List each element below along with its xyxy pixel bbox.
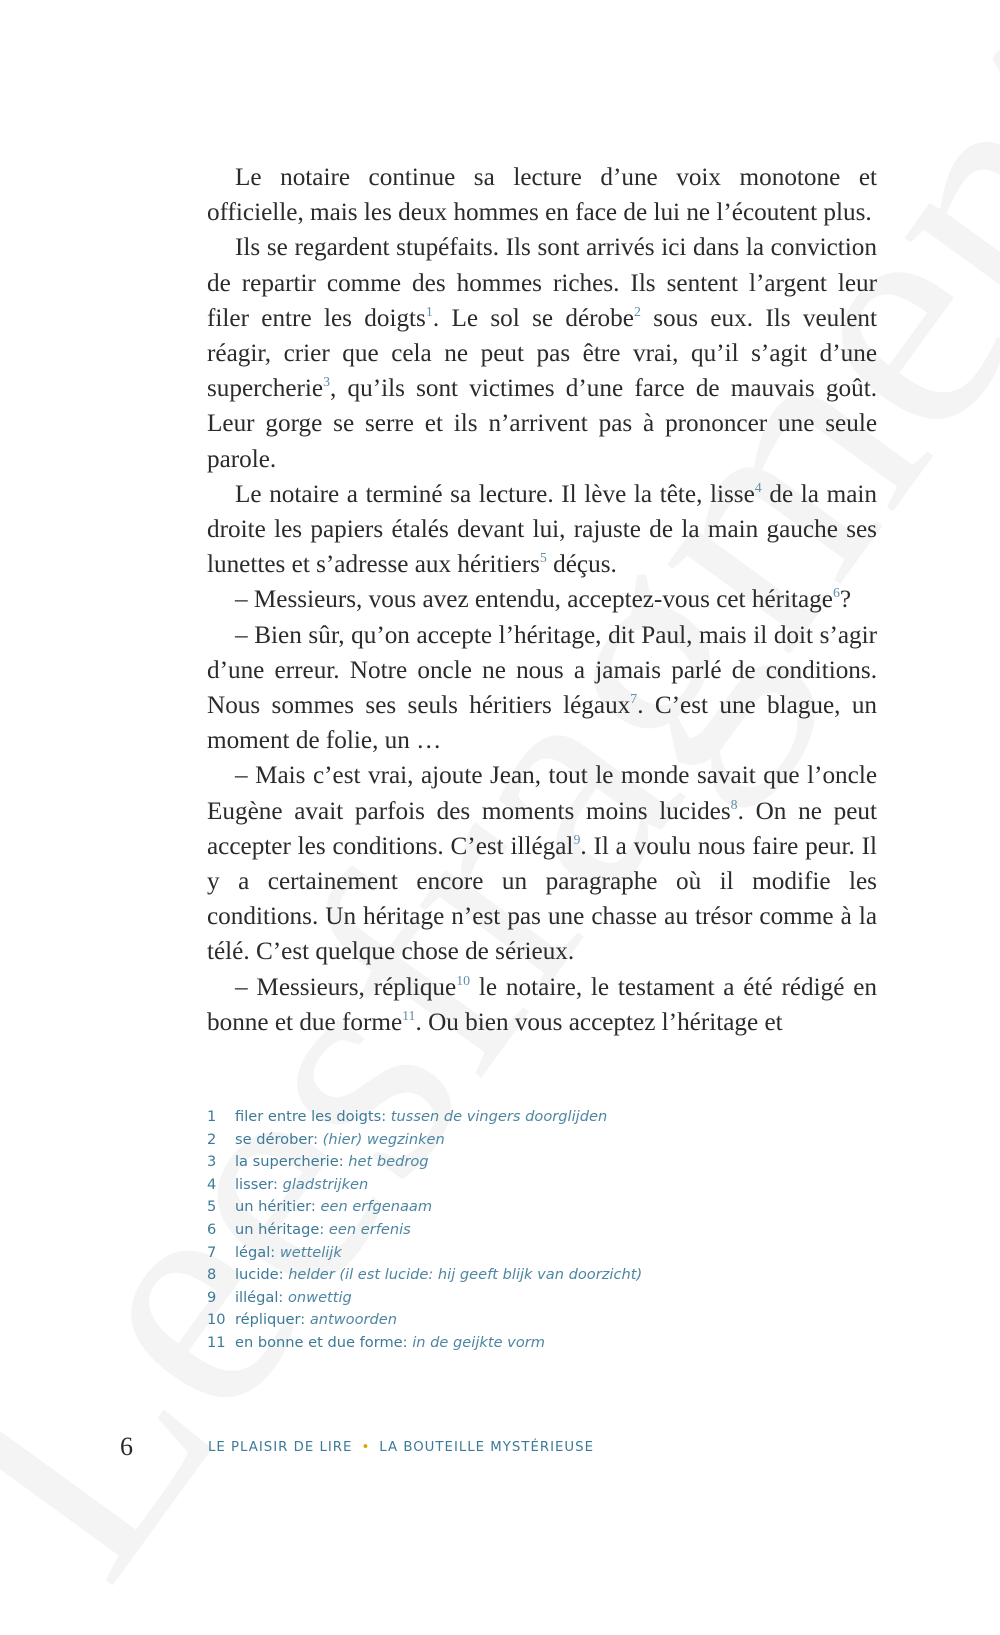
footnote-number: 6 [207,1220,217,1238]
footnote-term: lucide [235,1266,279,1284]
footnote-term: un héritier [235,1198,311,1216]
footer-separator: • [361,1440,371,1455]
footnote-definition: tussen de vingers doorglijden [390,1108,608,1125]
footnote-ref: 8 [730,796,738,812]
paragraph [207,970,877,1040]
footnote-term: filer entre les doigts [235,1108,382,1125]
page-number: 6 [120,1432,133,1461]
footnotes [207,1106,887,1355]
footnote-item: 6 un héritage: een erfenis [207,1219,887,1242]
text-segment: – Mais c’est vrai, ajoute Jean, tout le monde savait que l’oncle Eugène avait parfois des moments moins lucides [207,762,877,825]
footnote-ref: 10 [456,972,471,988]
text-segment: Ils se regardent stupéfaits. Ils sont arrivés ici dans la conviction de repartir comme des hommes riches. Ils sentent l’argent leur filer entre les doigts [207,234,877,332]
footnote-ref: 7 [630,691,638,707]
footnote-item: 3 la supercherie: het bedrog [207,1151,887,1174]
footnote-item: 9 illégal: onwettig [207,1287,887,1310]
body-text [207,160,877,1040]
footnote-item: 7 légal: wettelijk [207,1242,887,1265]
footnote-number: 4 [207,1175,217,1193]
footnote-ref: 4 [754,479,762,495]
footnote-number: 3 [207,1153,217,1171]
footnote-definition: wettelijk [279,1243,342,1261]
footnote-definition: in de geijkte vorm [412,1333,545,1351]
footnote-item: 10 répliquer: antwoorden [207,1309,887,1332]
footnote-item: 8 lucide: helder (il est lucide: hij geeft blijk van doorzicht) [207,1264,887,1287]
book-title: LA BOUTEILLE MYSTÉRIEUSE [379,1440,595,1455]
paragraph [207,618,877,759]
footnote-definition: gladstrijken [282,1175,369,1193]
text-segment: Le notaire continue sa lecture d’une voix monotone et officielle, mais les deux hommes en face de lui ne l’écoutent plus. [207,164,877,227]
footnote-definition: antwoorden [309,1311,398,1329]
footnote-ref: 5 [539,550,547,566]
footnote-item: 2 se dérober: (hier) wegzinken [207,1129,887,1152]
footnote-number: 1 [207,1108,217,1125]
paragraph [207,758,877,969]
footnote-term: la supercherie [235,1153,339,1171]
footnote-number: 11 [207,1333,226,1351]
footnote-term: lisser [235,1175,274,1193]
text-segment: . Il a voulu nous faire peur. Il y a certainement encore un paragraphe où il modifie les conditions. Un héritage n’est pas une chasse au trésor comme à la télé. C’est quelque chose de sérieux. [207,832,877,966]
footnote-number: 8 [207,1266,217,1284]
footnote-number: 10 [207,1311,226,1329]
footnote-ref: 1 [425,303,433,319]
text-segment: le notaire, le testament a été rédigé en bonne et due forme [207,973,877,1036]
text-segment: de la main droite les papiers étalés devant lui, rajuste de la main gauche ses lunettes et s’adresse aux héritiers [207,480,877,579]
text-segment: – Messieurs, vous avez entendu, acceptez-vous cet héritage [235,586,833,614]
text-segment: ? [839,586,852,614]
series-title: LE PLAISIR DE LIRE [208,1440,353,1455]
footnote-term: répliquer [235,1311,301,1329]
footnote-term: illégal [235,1288,279,1306]
paragraph [207,230,877,476]
running-title [208,1439,594,1457]
footnote-number: 2 [207,1130,217,1148]
paragraph [207,477,877,583]
footnote-ref: 9 [573,831,581,847]
footnote-term: se dérober [235,1130,314,1148]
text-segment: . Ou bien vous acceptez l’héritage et [415,1008,783,1036]
paragraph [207,582,877,617]
footnote-definition: een erfenis [328,1220,411,1238]
footnote-definition: (hier) wegzinken [322,1130,445,1148]
footnote-number: 9 [207,1288,217,1306]
footnote-term: en bonne et due forme [235,1333,403,1351]
footnote-definition: een erfgenaam [320,1198,433,1216]
footnote-item: 4 lisser: gladstrijken [207,1174,887,1197]
footnote-ref: 11 [402,1007,416,1023]
text-segment: . Le sol se dérobe [432,304,634,332]
text-segment: – Messieurs, réplique [235,973,457,1001]
text-segment: – Bien sûr, qu’on accepte l’héritage, dit Paul, mais il doit s’agir d’une erreur. Notre oncle ne nous a jamais parlé de conditions. Nous sommes ses seuls héritiers légaux [207,621,877,720]
paragraph [207,160,877,230]
footnote-item: 5 un héritier: een erfgenaam [207,1196,887,1219]
text-segment: sous eux. Ils veulent réagir, crier que cela ne peut pas être vrai, qu’il s’agit d’une supercherie [207,304,878,403]
footnote-item: 1 filer entre les doigts: tussen de vingers doorglijden [207,1106,887,1129]
footnote-term: un héritage [235,1220,320,1238]
footnote-definition: helder (il est lucide: hij geeft blijk van doorzicht) [288,1266,643,1284]
text-segment: Le notaire a terminé sa lecture. Il lève la tête, lisse [235,480,755,508]
text-segment: , qu’ils sont victimes d’une farce de mauvais goût. Leur gorge se serre et ils n’arrivent pas à prononcer une seule parole. [207,375,877,473]
footnote-number: 5 [207,1198,217,1216]
footnote-definition: het bedrog [348,1153,429,1171]
footnote-item: 11 en bonne et due forme: in de geijkte vorm [207,1332,887,1355]
text-segment: déçus. [546,551,617,579]
footnote-definition: onwettig [287,1288,352,1306]
text-segment: . On ne peut accepter les conditions. C’est illégal [207,797,878,860]
footnote-ref: 6 [832,585,840,601]
footnote-ref: 2 [633,303,641,319]
text-segment: . C’est une blague, un moment de folie, un … [207,692,878,755]
footnote-ref: 3 [323,374,331,390]
footnote-term: légal [235,1243,271,1261]
footnote-number: 7 [207,1243,217,1261]
